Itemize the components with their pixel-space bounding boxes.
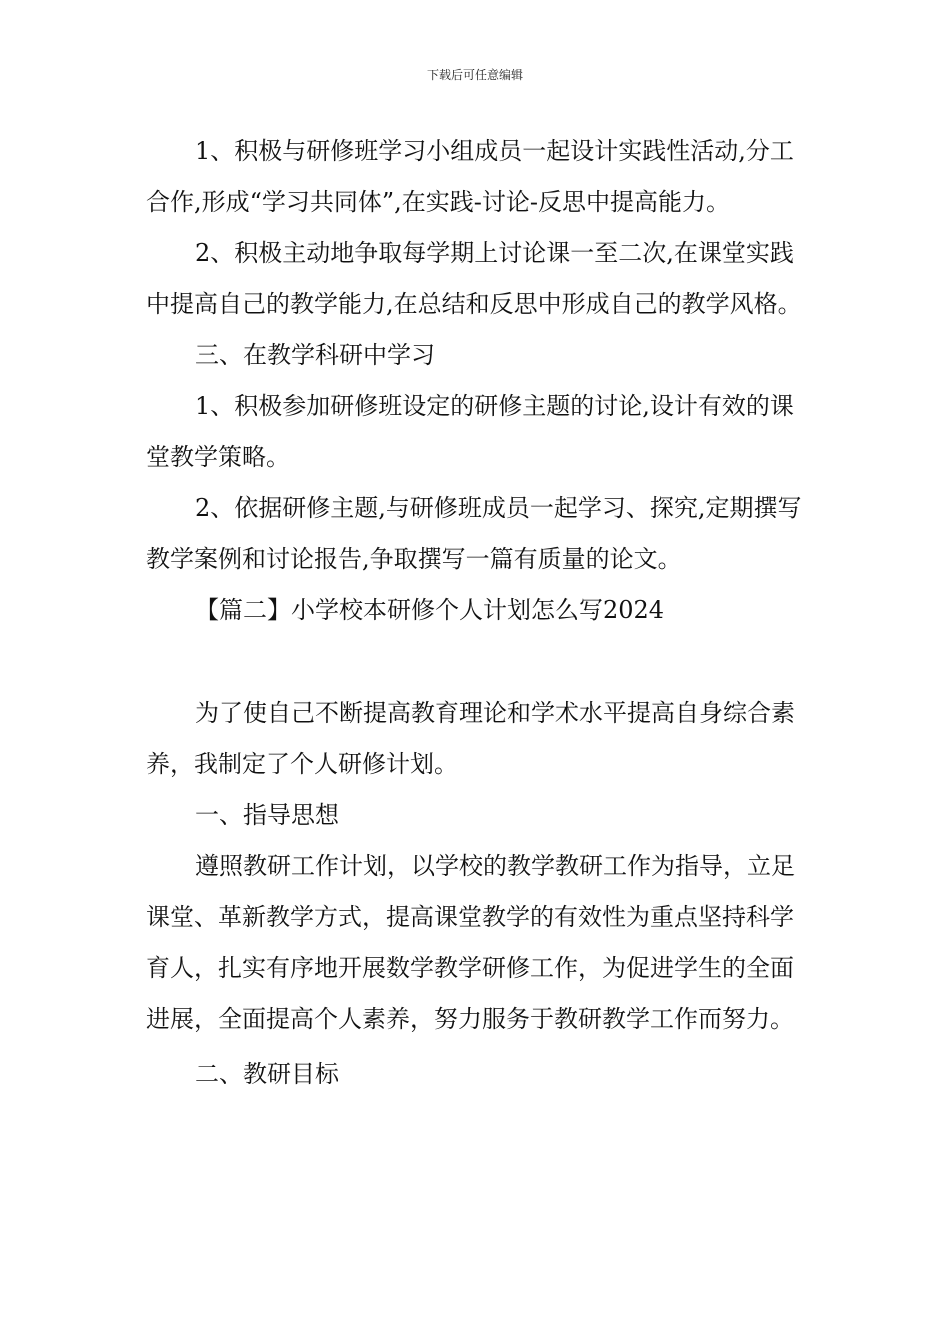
- paragraph-5: 为了使自己不断提高教育理论和学术水平提高自身综合素养，我制定了个人研修计划。: [146, 699, 795, 778]
- section-heading-3: 三、在教学科研中学习: [195, 341, 435, 369]
- paragraph-2: 2、积极主动地争取每学期上讨论课一至二次,在课堂实践中提高自己的教学能力,在总结和反思中形成自己的教学风格。: [146, 239, 802, 318]
- heading-guiding-thought: 一、指导思想: [195, 801, 339, 829]
- page-header: 下载后可任意编辑: [426, 68, 523, 82]
- paragraph-1: 1、积极与研修班学习小组成员一起设计实践性活动,分工合作,形成“学习共同体”,在实践-讨论-反思中提高能力。: [146, 137, 794, 216]
- document-body: [146, 126, 810, 1100]
- paragraph-4: 2、依据研修主题,与研修班成员一起学习、探究,定期撰写教学案例和讨论报告,争取撰写一篇有质量的论文。: [146, 494, 802, 573]
- paragraph-3: 1、积极参加研修班设定的研修主题的讨论,设计有效的课堂教学策略。: [146, 392, 794, 471]
- section-title-2: 【篇二】小学校本研修个人计划怎么写2024: [195, 596, 665, 624]
- spacer: [146, 636, 810, 688]
- paragraph-6: 遵照教研工作计划，以学校的教学教研工作为指导，立足课堂、革新教学方式，提高课堂教学的有效性为重点坚持科学育人，扎实有序地开展数学教学研修工作，为促进学生的全面进展，全面提高个人素养，努力服务于教研教学工作而努力。: [146, 852, 795, 1033]
- heading-research-goal: 二、教研目标: [195, 1060, 339, 1088]
